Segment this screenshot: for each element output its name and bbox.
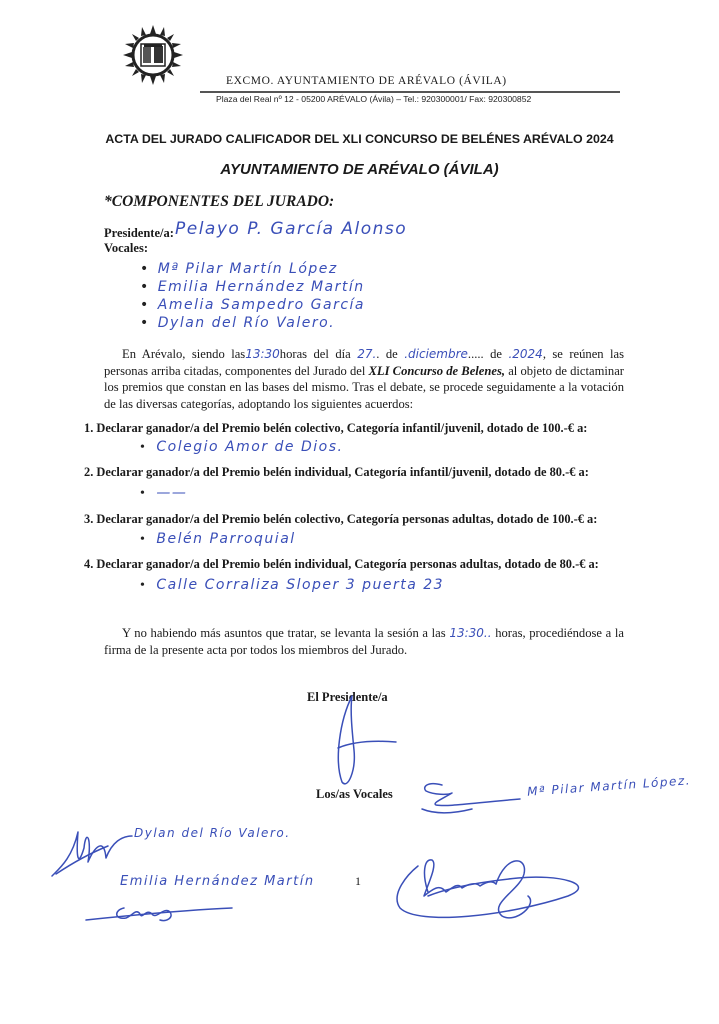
vocales-label: Vocales: (104, 241, 148, 255)
closing-paragraph (104, 625, 624, 658)
jury-heading: *COMPONENTES DEL JURADO: (104, 193, 335, 210)
president-signature (330, 690, 400, 790)
vocal-name: Amelia Sampedro García (157, 297, 366, 313)
president-signature-label: El Presidente/a (307, 690, 388, 704)
winner-entry: • Colegio Amor de Dios. (140, 439, 344, 455)
vocal-name: Emilia Hernández Martín (157, 279, 365, 295)
document-title: ACTA DEL JURADO CALIFICADOR DEL XLI CONCURSO DE BELÉNES ARÉVALO 2024 (105, 132, 614, 146)
page-number: 1 (355, 874, 361, 888)
agreement-number: 1. (84, 421, 94, 435)
intro-text-5: , se reúnen las personas arriba citadas, componentes del Jurado del (104, 347, 625, 378)
agreement-text: Declarar ganador/a del Premio belén colectivo, Categoría infantil/juvenil, dotado de 100.-€ a: (96, 421, 588, 435)
agreement-item (84, 557, 644, 572)
vocal-item: • Mª Pilar Martín López (140, 261, 338, 277)
winner-name: Colegio Amor de Dios. (156, 439, 344, 455)
agreement-text: Declarar ganador/a del Premio belén individual, Categoría infantil/juvenil, dotado de 80.-€ a: (96, 465, 589, 479)
intro-text-3: . de (376, 347, 398, 361)
contest-name: XLI Concurso de Belenes, (368, 363, 506, 378)
closing-text-2: horas, procediéndose a la firma de la presente acta por todos los miembros del Jurado. (104, 626, 624, 657)
vocal-name: Dylan del Río Valero. (157, 315, 336, 331)
agreement-item (84, 421, 644, 436)
municipal-crest-icon (122, 24, 184, 86)
winner-entry: • Calle Corraliza Sloper 3 puerta 23 (140, 577, 445, 593)
president-label: Presidente/a: (104, 226, 174, 240)
agreement-text: Declarar ganador/a del Premio belén colectivo, Categoría personas adultas, dotado de 100.-€ a: (96, 512, 598, 526)
winner-entry: • Belén Parroquial (140, 531, 296, 547)
vocal-name: Mª Pilar Martín López (157, 261, 338, 277)
signed-name: Mª Pilar Martín López. (526, 773, 692, 799)
intro-text-2: horas del día (279, 347, 351, 361)
day: 27. (357, 347, 377, 361)
intro-text-1: En Arévalo, siendo las (122, 347, 246, 361)
agreement-number: 2. (84, 465, 94, 479)
signed-name: Emilia Hernández Martín (120, 874, 315, 889)
vocal-item: • Amelia Sampedro García (140, 297, 366, 313)
vocal-signature-scribble (48, 818, 138, 880)
winner-name: —— (156, 485, 188, 501)
intro-text-6: al objeto de dictaminar los premios que constan en las bases del mismo. Tras el debate, se procede seguidamente a la votación de las diversas categorías, adoptando los siguientes acuerdos: (104, 363, 624, 411)
end-hour: 13:30.. (449, 626, 492, 640)
agreement-item (84, 512, 644, 527)
agreement-item (84, 465, 644, 480)
vocal-item: • Dylan del Río Valero. (140, 315, 336, 331)
vocal-signature-scribble (412, 773, 522, 823)
agreement-number: 4. (84, 557, 94, 571)
vocal-signature-scribble (84, 900, 234, 928)
winner-name: Calle Corraliza Sloper 3 puerta 23 (156, 577, 445, 593)
winner-name: Belén Parroquial (156, 531, 296, 547)
intro-text-4: ..... de (467, 347, 502, 361)
agreement-text: Declarar ganador/a del Premio belén individual, Categoría personas adultas, dotado de 80.-€ a: (96, 557, 599, 571)
closing-text-1: Y no habiendo más asuntos que tratar, se levanta la sesión a las (122, 626, 446, 640)
vocales-signature-label: Los/as Vocales (316, 787, 393, 801)
president-name: Pelayo P. García Alonso (175, 219, 408, 239)
winner-entry: • —— (140, 485, 188, 501)
intro-paragraph (104, 346, 624, 412)
letterhead-address: Plaza del Real nº 12 - 05200 ARÉVALO (Ávila) – Tel.: 920300001/ Fax: 920300852 (216, 94, 532, 104)
letterhead-divider (200, 91, 620, 93)
document-subtitle: AYUNTAMIENTO DE ARÉVALO (ÁVILA) (220, 161, 499, 178)
signed-name: Dylan del Río Valero. (134, 826, 291, 840)
start-hour: 13:30 (245, 347, 280, 361)
year: .2024 (508, 347, 543, 361)
vocal-item: • Emilia Hernández Martín (140, 279, 365, 295)
agreement-number: 3. (84, 512, 94, 526)
vocal-signature-scribble (388, 844, 588, 924)
letterhead-title: EXCMO. AYUNTAMIENTO DE ARÉVALO (ÁVILA) (226, 75, 507, 87)
month: .diciembre (404, 347, 468, 361)
